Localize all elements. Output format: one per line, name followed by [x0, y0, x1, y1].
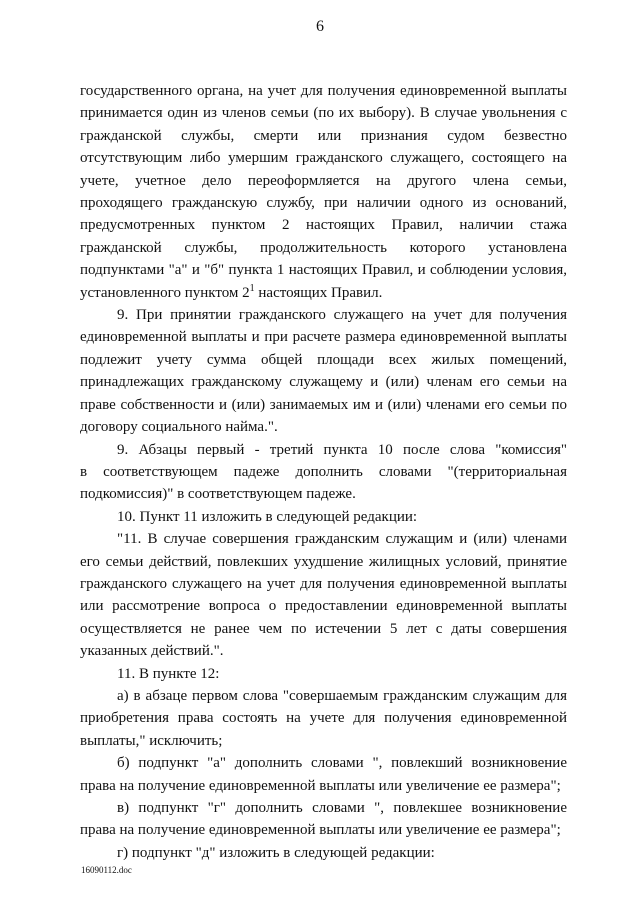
text-line: [80, 618, 567, 640]
text-line: [80, 685, 567, 707]
superscript: 1: [249, 282, 255, 294]
text-line: [80, 371, 567, 393]
text-line: [80, 640, 567, 662]
text-line-content: приобретения права состоять на учете для получения единовременной: [80, 710, 567, 727]
text-line: [80, 819, 567, 841]
text-line-content: б) подпункт "а" дополнить словами ", повлекший возникновение: [117, 755, 567, 772]
text-line-content: 10. Пункт 11 изложить в следующей редакции:: [117, 508, 418, 525]
text-line-content: единовременной выплаты и при расчете размера единовременной выплаты: [80, 329, 567, 346]
text-line-content: в) подпункт "г" дополнить словами ", повлекшее возникновение: [117, 800, 567, 816]
text-line-content: 9. При принятии гражданского служащего на учет для получения: [117, 307, 567, 324]
text-line: [80, 551, 567, 573]
text-line-content: г) подпункт "д" изложить в следующей редакции:: [117, 844, 435, 861]
text-line-content: выплаты," исключить;: [80, 732, 223, 749]
text-line: [80, 125, 567, 147]
text-line: [80, 483, 567, 505]
text-line: [80, 416, 567, 438]
text-line: [80, 797, 567, 819]
text-line-content: проходящего гражданскую службу, при наличии одного из оснований,: [80, 195, 567, 212]
text-line: [80, 282, 567, 304]
text-line: [80, 775, 567, 797]
text-line: [80, 573, 567, 595]
text-line: [80, 102, 567, 124]
text-line-content: 11. В пункте 12:: [117, 665, 220, 682]
text-line-content: указанных действий.".: [80, 643, 224, 660]
text-line-content: подкомиссия)" в соответствующем падеже.: [80, 486, 356, 503]
text-line: [80, 595, 567, 617]
text-line-content: или рассмотрение вопроса о предоставлении единовременной выплаты: [80, 598, 567, 615]
text-line: [80, 461, 567, 483]
page-number: 6: [316, 18, 324, 35]
text-line: [80, 752, 567, 774]
text-line-content: праве собственности и (или) занимаемых им и (или) членами его семьи по: [80, 396, 567, 413]
text-line: [80, 394, 567, 416]
text-line-content: "11. В случае совершения гражданским служащим и (или) членами: [117, 531, 567, 548]
text-line: [80, 528, 567, 550]
text-line: [80, 192, 567, 214]
text-line-content: гражданской службы, смерти или признания судом безвестно: [80, 127, 567, 144]
text-line-content: в соответствующем падеже дополнить словами "(территориальная: [80, 463, 567, 480]
text-line-content: осуществляется не ранее чем по истечении 5 лет с даты совершения: [80, 620, 567, 637]
text-line: [80, 326, 567, 348]
text-line: [80, 259, 567, 281]
text-line: [80, 237, 567, 259]
text-line-content: установленного пунктом 2: [80, 284, 250, 301]
text-line-content: его семьи действий, повлекших ухудшение жилищных условий, принятие: [80, 553, 567, 570]
text-line-content: права на получение единовременной выплаты или увеличение ее размера";: [80, 777, 561, 794]
text-line: [80, 707, 567, 729]
text-line-content: принимается один из членов семьи (по их выбору). В случае увольнения с: [80, 105, 567, 122]
text-line-content: государственного органа, на учет для получения единовременной выплаты: [80, 83, 567, 99]
text-line: [80, 439, 567, 461]
text-line: [80, 214, 567, 236]
text-line-content: права на получение единовременной выплаты или увеличение ее размера";: [80, 822, 561, 839]
text-line: [80, 147, 567, 169]
text-line-content: предусмотренных пунктом 2 настоящих Правил, наличии стажа: [80, 217, 567, 234]
text-line-content: принадлежащих гражданскому служащему и (или) членам его семьи на: [80, 374, 567, 391]
text-line-content: договору социального найма.".: [80, 419, 278, 436]
text-line: [80, 170, 567, 192]
text-line-content: подпунктами "а" и "б" пункта 1 настоящих Правил, и соблюдении условия,: [80, 262, 567, 279]
text-line-content: гражданской службы, продолжительность которого установлена: [80, 239, 567, 256]
text-line-continuation: настоящих Правил.: [254, 284, 383, 301]
text-line: [80, 304, 567, 326]
text-line-content: подлежит учету сумма общей площади всех жилых помещений,: [80, 351, 567, 368]
text-line: [80, 349, 567, 371]
text-line-content: 9. Абзацы первый - третий пункта 10 после слова "комиссия": [117, 441, 567, 458]
text-line: [80, 80, 567, 102]
text-line: [80, 663, 567, 685]
text-line: [80, 506, 567, 528]
text-line: [80, 842, 567, 864]
file-name-footer: 16090112.doc: [81, 865, 132, 875]
text-line-content: гражданского служащего на учет для получения единовременной выплаты: [80, 575, 567, 592]
text-line-content: а) в абзаце первом слова "совершаемым гражданским служащим для: [117, 687, 567, 704]
text-line-content: учете, учетное дело переоформляется на другого члена семьи,: [80, 172, 567, 189]
text-line-content: отсутствующим либо умершим гражданского служащего, состоящего на: [80, 150, 567, 167]
text-line: [80, 730, 567, 752]
document-body: [80, 80, 567, 864]
